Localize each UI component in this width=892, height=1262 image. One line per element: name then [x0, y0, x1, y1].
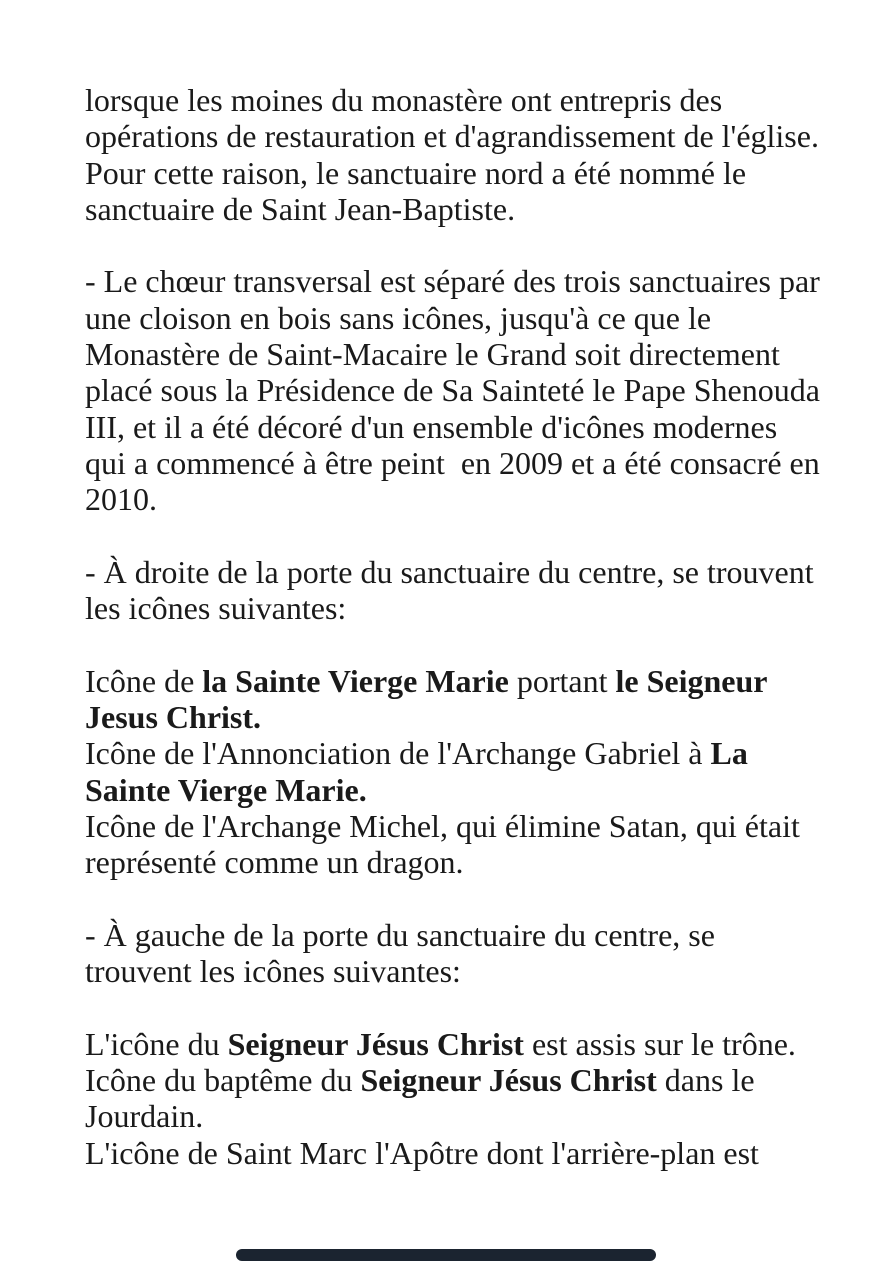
paragraph — [85, 917, 832, 990]
text-line — [85, 82, 832, 118]
text-run: L'icône du — [85, 1025, 228, 1062]
text-line — [85, 1098, 832, 1134]
paragraph — [85, 1026, 832, 1171]
text-run: Icône de l'Annonciation de l'Archange Gabriel à — [85, 735, 711, 772]
paragraph — [85, 263, 832, 517]
bold-text-run: Seigneur Jésus Christ — [360, 1062, 657, 1099]
text-run: - À droite de la porte du sanctuaire du centre, se trouvent — [85, 553, 814, 590]
text-run: les icônes suivantes: — [85, 590, 347, 627]
text-line — [85, 481, 832, 517]
text-line — [85, 445, 832, 481]
text-run: représenté comme un dragon. — [85, 844, 464, 881]
bold-text-run: Seigneur Jésus Christ — [227, 1025, 524, 1062]
text-run: - À gauche de la porte du sanctuaire du centre, se — [85, 916, 715, 953]
text-line — [85, 118, 832, 154]
text-run: III, et il a été décoré d'un ensemble d'icônes modernes — [85, 408, 778, 445]
text-run: L'icône de Saint Marc l'Apôtre dont l'arrière-plan est — [85, 1134, 759, 1171]
bold-text-run: Jesus Christ. — [85, 699, 262, 736]
text-run: qui a commencé à être peint en 2009 et a été consacré en — [85, 444, 820, 481]
text-line — [85, 917, 832, 953]
text-line — [85, 372, 832, 408]
text-line — [85, 1026, 832, 1062]
text-line — [85, 735, 832, 771]
bold-text-run: Sainte Vierge Marie. — [85, 771, 367, 808]
text-line — [85, 155, 832, 191]
text-run: - Le chœur transversal est séparé des trois sanctuaires par — [85, 263, 820, 300]
paragraph — [85, 82, 832, 227]
text-run: portant — [508, 662, 616, 699]
text-run: est assis sur le trône. — [523, 1025, 796, 1062]
text-line — [85, 590, 832, 626]
bold-text-run: la Sainte Vierge Marie — [202, 662, 509, 699]
text-run: 2010. — [85, 481, 157, 518]
text-run: Icône de — [85, 662, 203, 699]
text-line — [85, 699, 832, 735]
text-run: Monastère de Saint-Macaire le Grand soit directement — [85, 336, 780, 373]
text-run: trouvent les icônes suivantes: — [85, 953, 461, 990]
text-run: dans le — [656, 1062, 755, 1099]
home-indicator-bar[interactable] — [236, 1249, 656, 1261]
text-line — [85, 191, 832, 227]
text-line — [85, 1135, 832, 1171]
text-run: Icône du baptême du — [85, 1062, 361, 1099]
text-run: Pour cette raison, le sanctuaire nord a été nommé le — [85, 154, 747, 191]
text-run: Icône de l'Archange Michel, qui élimine Satan, qui était — [85, 807, 800, 844]
text-line — [85, 808, 832, 844]
text-line — [85, 663, 832, 699]
document-text-body — [85, 82, 832, 1171]
text-run: opérations de restauration et d'agrandissement de l'église. — [85, 118, 819, 155]
text-run: une cloison en bois sans icônes, jusqu'à ce que le — [85, 299, 712, 336]
text-line — [85, 336, 832, 372]
text-line — [85, 844, 832, 880]
text-run: Jourdain. — [85, 1098, 204, 1135]
text-line — [85, 953, 832, 989]
text-line — [85, 409, 832, 445]
text-run: placé sous la Présidence de Sa Sainteté le Pape Shenouda — [85, 372, 820, 409]
text-run: lorsque les moines du monastère ont entrepris des — [85, 82, 723, 118]
text-line — [85, 300, 832, 336]
text-line — [85, 554, 832, 590]
paragraph — [85, 663, 832, 881]
text-line — [85, 263, 832, 299]
bold-text-run: La — [710, 735, 748, 772]
paragraph — [85, 554, 832, 627]
bold-text-run: le Seigneur — [615, 662, 768, 699]
text-run: sanctuaire de Saint Jean-Baptiste. — [85, 190, 516, 227]
text-line — [85, 1062, 832, 1098]
text-line — [85, 772, 832, 808]
